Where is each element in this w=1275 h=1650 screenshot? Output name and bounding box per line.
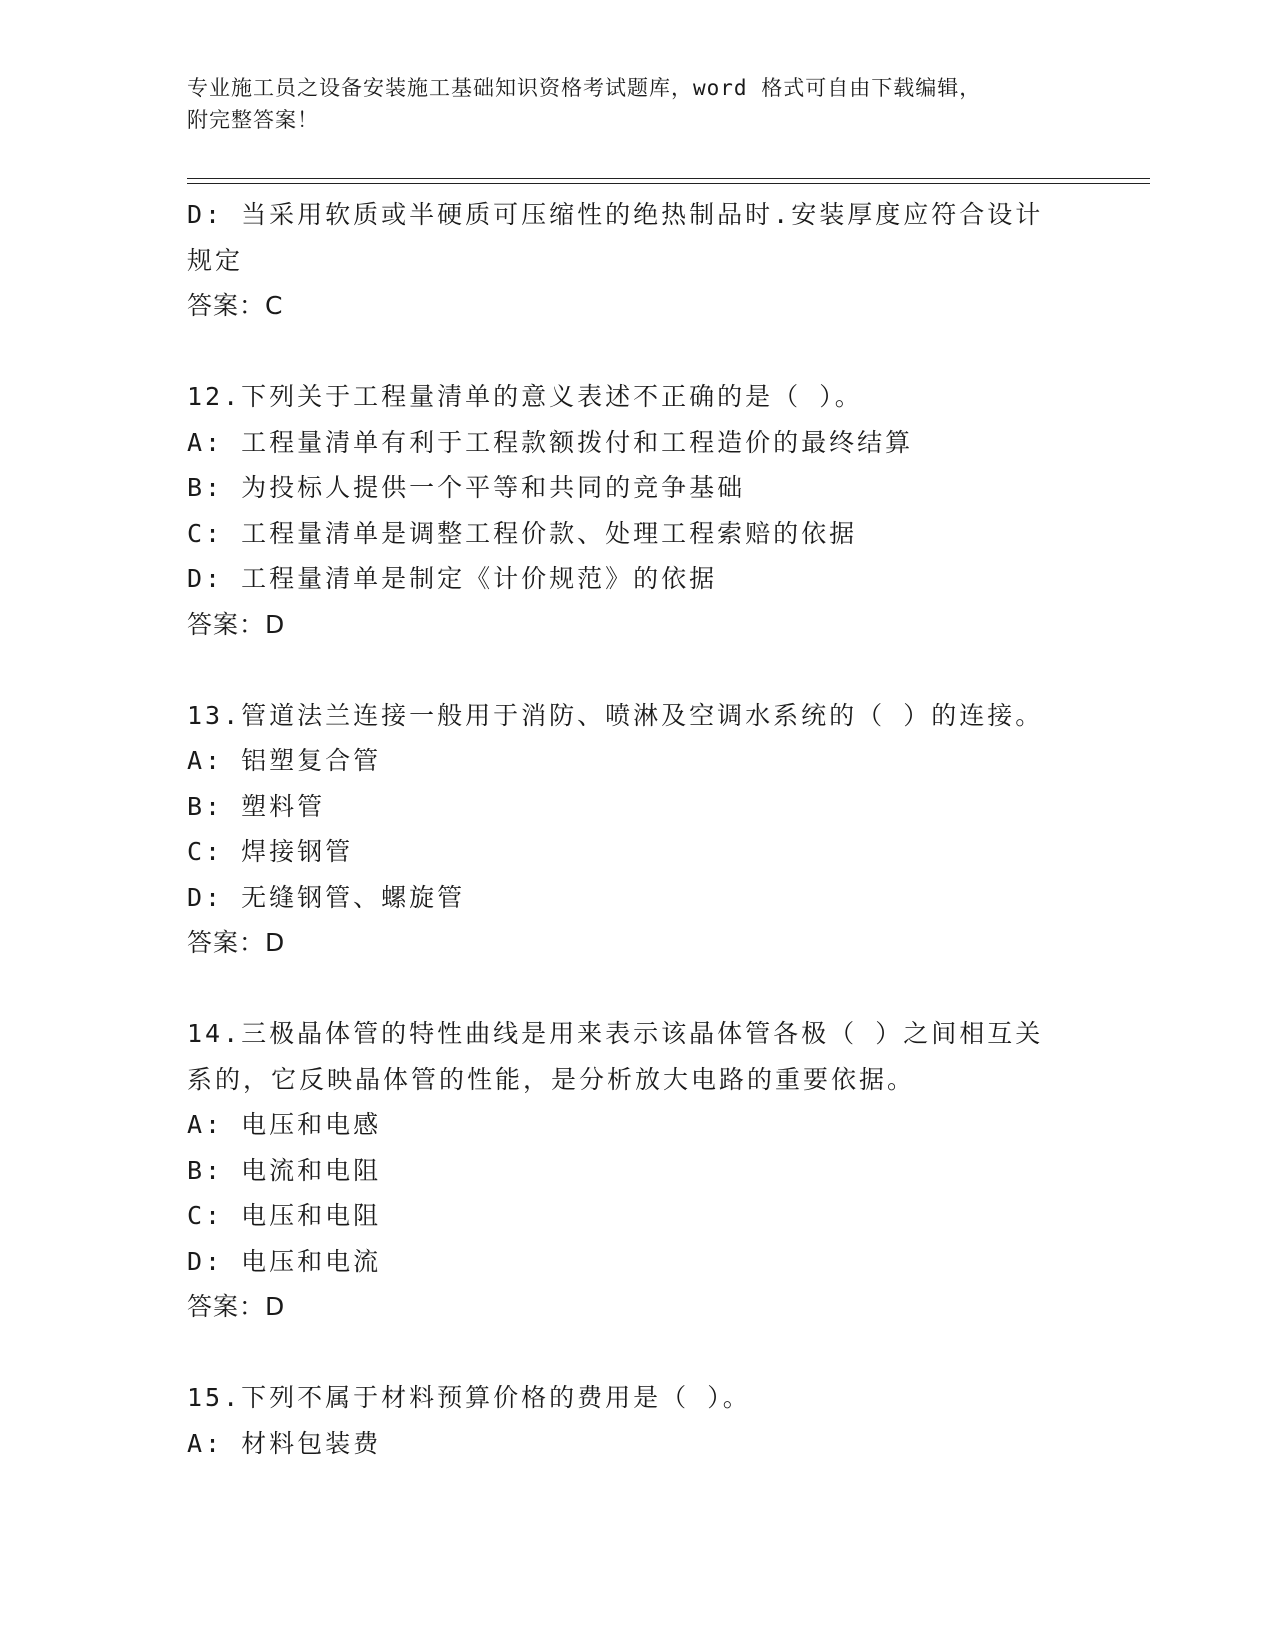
option-b: B: 塑料管 [187,791,326,821]
question-13 [187,693,1107,966]
answer: 答案：D [187,609,286,639]
option-a: A: 工程量清单有利于工程款额拨付和工程造价的最终结算 [187,427,914,457]
question-stem-continued: 系的，它反映晶体管的性能，是分析放大电路的重要依据。 [187,1064,916,1094]
header-divider-bottom [187,183,1150,184]
option-d-continued: 规定 [187,245,244,275]
answer: 答案：D [187,1292,286,1321]
answer: 答案：D [187,928,286,957]
question-list [187,192,1107,1466]
question-11-tail [187,192,1107,329]
question-stem: 13.管道法兰连接一般用于消防、喷淋及空调水系统的（ ）的连接。 [187,700,1044,730]
option-d: D: 电压和电流 [187,1246,382,1276]
question-12 [187,374,1107,647]
option-b: B: 电流和电阻 [187,1155,382,1185]
question-stem: 14.三极晶体管的特性曲线是用来表示该晶体管各极（ ）之间相互关 [187,1019,1044,1048]
option-c: C: 电压和电阻 [187,1201,382,1230]
option-a: A: 铝塑复合管 [187,746,382,775]
spacer [187,329,1107,375]
spacer [187,1330,1107,1376]
question-stem: 15.下列不属于材料预算价格的费用是（ ）。 [187,1383,751,1412]
option-d: D: 工程量清单是制定《计价规范》的依据 [187,564,718,593]
option-c: C: 工程量清单是调整工程价款、处理工程索赔的依据 [187,518,858,548]
header-line-1: 专业施工员之设备安装施工基础知识资格考试题库，word 格式可自由下载编辑， [187,76,982,100]
spacer [187,647,1107,693]
question-15 [187,1375,1107,1466]
answer: 答案：C [187,291,284,320]
option-d: D: 无缝钢管、螺旋管 [187,882,466,912]
header-line-2: 附完整答案！ [187,108,319,132]
spacer [187,966,1107,1012]
question-14 [187,1011,1107,1330]
option-b: B: 为投标人提供一个平等和共同的竞争基础 [187,473,746,502]
option-c: C: 焊接钢管 [187,837,354,866]
header-divider-top [187,178,1150,179]
question-stem: 12.下列关于工程量清单的意义表述不正确的是（ ）。 [187,382,863,411]
option-a: A: 电压和电感 [187,1110,382,1139]
option-d: D: 当采用软质或半硬质可压缩性的绝热制品时.安装厚度应符合设计 [187,200,1044,229]
document-header [187,72,1067,136]
option-a: A: 材料包装费 [187,1428,382,1458]
